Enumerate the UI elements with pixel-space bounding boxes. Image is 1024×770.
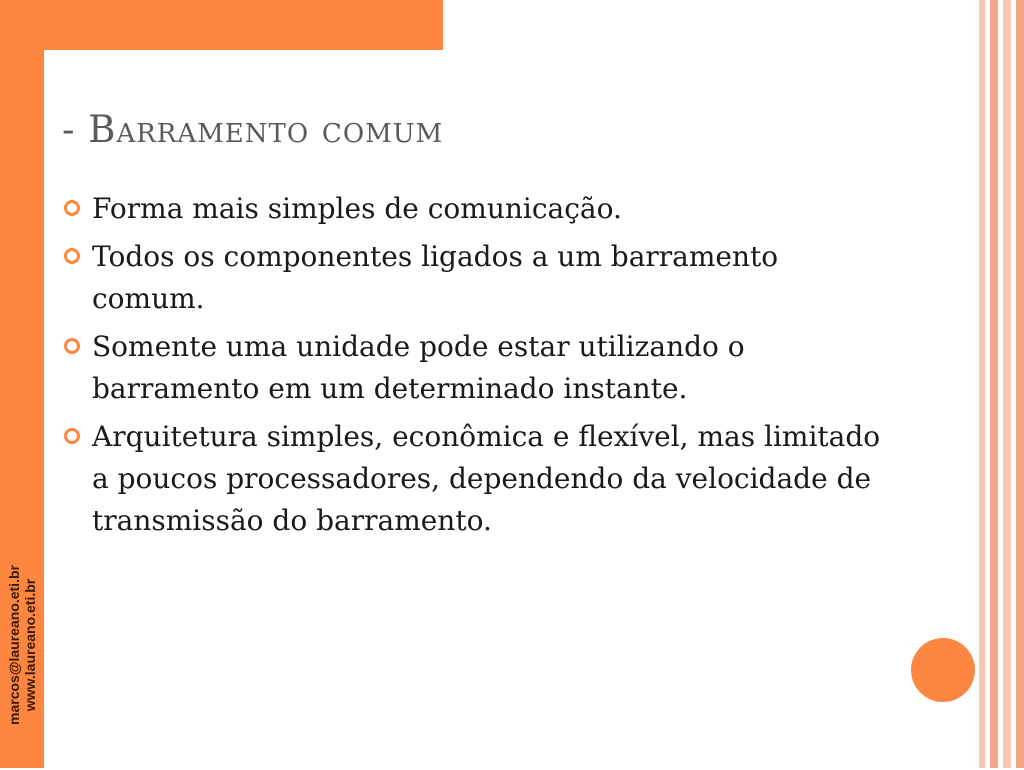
bullet-item — [62, 416, 882, 542]
bullet-item — [62, 236, 882, 320]
bullet-text: Todos os componentes ligados a um barramento comum. — [92, 240, 779, 315]
contact-email: marcos@laureano.eti.br — [6, 565, 22, 725]
bullet-icon — [64, 338, 80, 354]
decorative-circle — [911, 638, 975, 702]
contact-website: www.laureano.eti.br — [22, 578, 38, 712]
slide-title: - Barramento comum — [62, 108, 444, 151]
top-accent-bar — [44, 0, 443, 50]
bullet-icon — [64, 200, 80, 216]
right-stripe-1 — [979, 0, 985, 768]
right-stripe-2 — [990, 0, 998, 768]
bullet-text: Forma mais simples de comunicação. — [92, 192, 622, 225]
right-stripe-4 — [1016, 0, 1024, 768]
bullet-item — [62, 188, 882, 230]
bullet-list — [62, 188, 882, 548]
bullet-text: Somente uma unidade pode estar utilizando o barramento em um determinado instante. — [92, 330, 745, 405]
contact-info — [0, 520, 44, 770]
bullet-text: Arquitetura simples, econômica e flexível, mas limitado a poucos processadores, dependendo da velocidade de transmissão do barramento. — [92, 420, 881, 537]
bullet-icon — [64, 428, 80, 444]
right-stripe-3 — [1003, 0, 1011, 768]
bullet-icon — [64, 248, 80, 264]
bullet-item — [62, 326, 882, 410]
